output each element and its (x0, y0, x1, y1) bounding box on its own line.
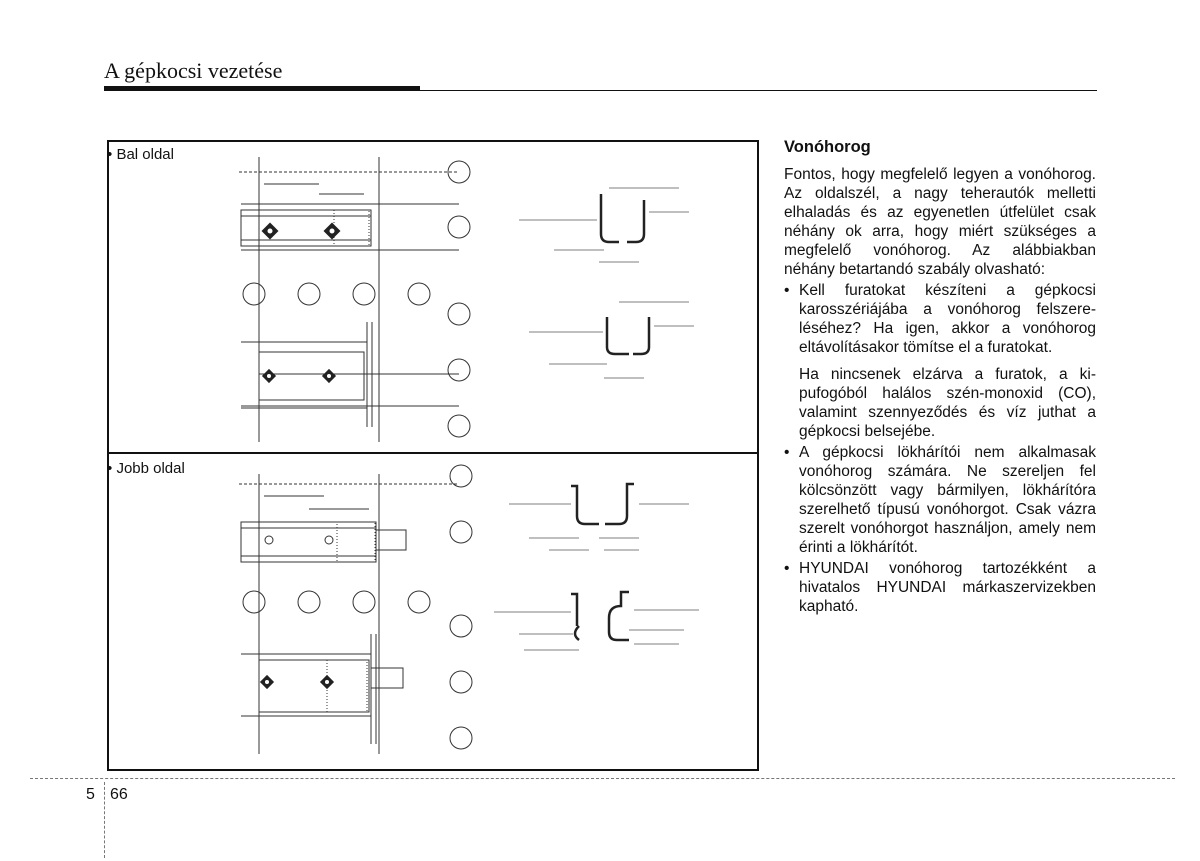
list-item (784, 281, 1096, 441)
list-item (784, 559, 1096, 616)
left-side-mounting-diagram (109, 142, 757, 450)
page-header-title: A gépkocsi vezetése (104, 58, 283, 83)
intro-paragraph: Fontos, hogy megfelelő legyen a vonóhorog. Az oldalszél, a nagy teherautók melletti elhaladás és az egyenetlen útfelület csak néhány ok arra, hogy miért szükséges a megfelelő vonóhorog. Az alábbiakban néhány betartandó szabály olvasható: (784, 166, 1096, 278)
footer-divider (30, 778, 1175, 779)
list-item-text: Kell furatokat készíteni a gépkocsi karosszériájába a vonóhorog felszereléséhez? Ha igen, akkor a vonóhorog eltávolításakor tömítse el a furatokat. (799, 282, 1096, 356)
bullet-icon: • (784, 282, 790, 299)
figure-label-right-side: • Jobb oldal (107, 460, 185, 477)
figure-label-left-side: • Bal oldal (107, 146, 174, 163)
bullet-icon: • (784, 444, 790, 461)
list-item-note: Ha nincsenek elzárva a furatok, a kipufogóból halálos szén-monoxid (CO), valamint szennyeződés és víz juthat a gépkocsi belsejébe. (799, 366, 1096, 440)
list-item-text: A gépkocsi lökhárítói nem alkalmasak vonóhorog számára. Ne szereljen fel kölcsönzött vagy bármilyen, lökhárítóra szerelhető típusú vonóhorgot. Csak vázra szerelt vonóhorgot használjon, amely nem érinti a lökhárítót. (799, 444, 1096, 556)
bullet-icon: • (107, 460, 113, 477)
tow-hitch-figure (107, 140, 759, 771)
rules-list (784, 281, 1096, 616)
header-rule-thin (104, 90, 1097, 91)
bullet-icon: • (784, 560, 790, 577)
list-item (784, 443, 1096, 557)
section-title: Vonóhorog (784, 138, 871, 156)
tow-hitch-text-column (784, 138, 1096, 618)
right-side-mounting-diagram (109, 454, 757, 769)
bullet-icon: • (107, 146, 113, 163)
list-item-text: HYUNDAI vonóhorog tartozékként a hivatalos HYUNDAI márkaszervizekben kapható. (799, 560, 1096, 615)
page-number: 66 (110, 786, 128, 803)
footer-vertical-divider (104, 782, 105, 858)
chapter-number: 5 (86, 786, 95, 803)
